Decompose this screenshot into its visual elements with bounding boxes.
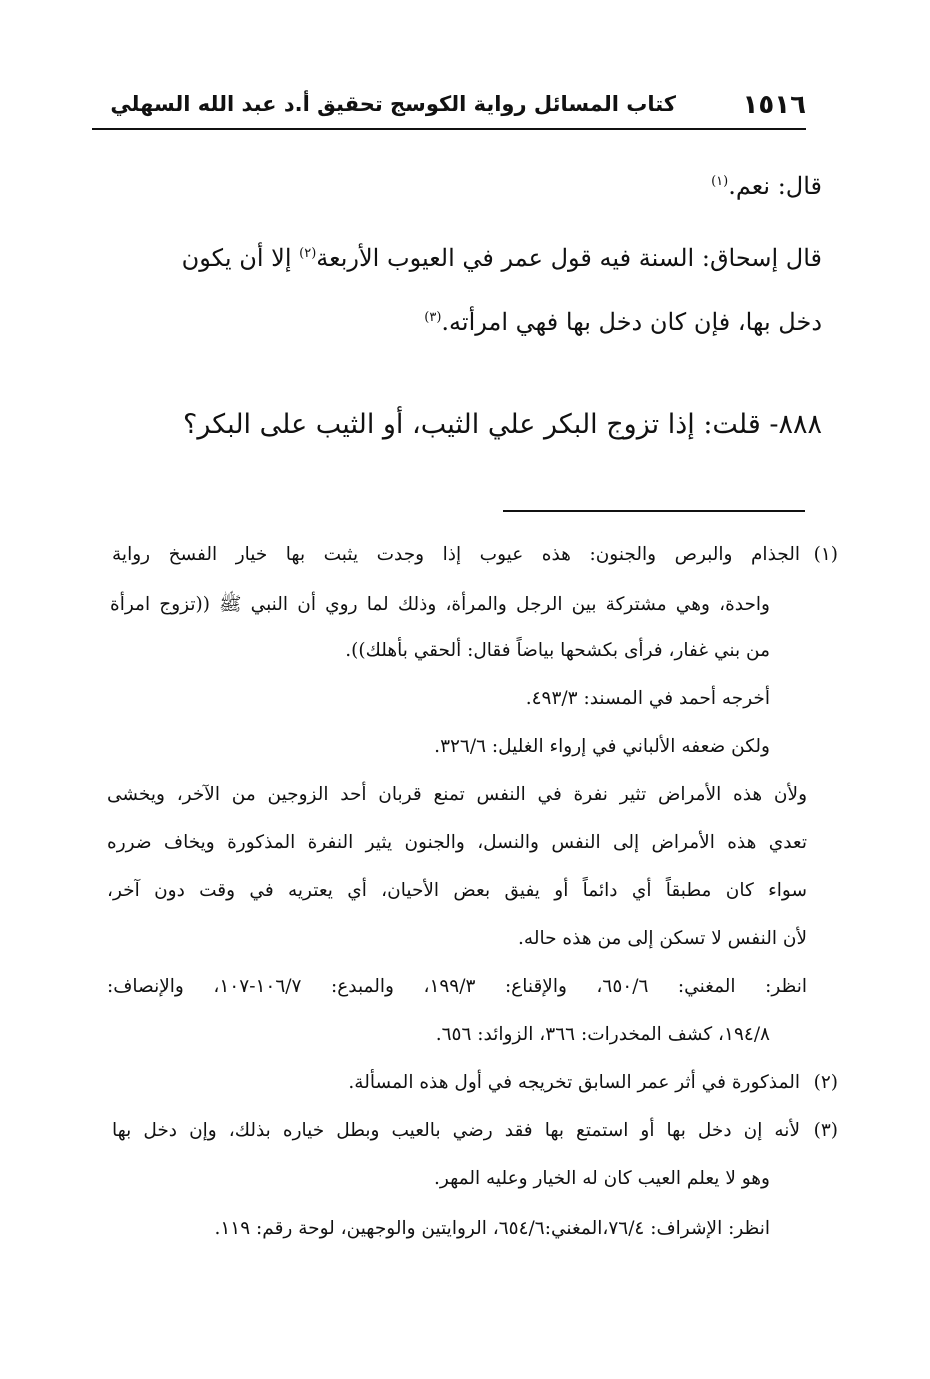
footnote-1-line-9: لأن النفس لا تسكن إلى من هذه حاله. [518, 928, 807, 949]
footnote-1-line-10: انظر: المغني: ٦٥٠/٦، والإقناع: ١٩٩/٣، والمبدع: ١٠٦/٧-١٠٧، والإنصاف: [107, 976, 807, 997]
footnote-2-number: (٢) [813, 1072, 838, 1093]
footnote-1-line-11: ١٩٤/٨، كشف المخدرات: ٣٦٦، الزوائد: ٦٥٦. [435, 1024, 770, 1045]
footnote-1-line-7: تعدي هذه الأمراض إلى النفس والنسل، والجنون يثير النفرة المذكورة ويخاف ضرره [107, 832, 807, 853]
page-header [92, 88, 806, 130]
footnote-1-line-8: سواء كان مطبقاً أي دائماً أو يفيق بعض الأحيان، أي يعتريه في وقت دون آخر، [107, 880, 807, 901]
main-line-3 [182, 302, 822, 342]
footnote-1-line-1: الجذام والبرص والجنون: هذه عيوب إذا وجدت يثبت بها خيار الفسخ رواية [112, 544, 800, 565]
footnote-3-line-3: انظر: الإشراف: ٧٦/٤،المغني:٦٥٤/٦، الروايتين والوجهين، لوحة رقم: ١١٩. [214, 1218, 770, 1239]
main-line-2-text: قال إسحاق: السنة فيه قول عمر في العيوب الأربعة [316, 244, 822, 272]
footnote-ref-2[interactable]: (٢) [299, 246, 317, 261]
footnote-3-line-1: لأنه إن دخل بها أو استمتع بها فقد رضي بالعيب وبطل خياره بذلك، وإن دخل بها [112, 1120, 800, 1141]
footnote-1-line-5: ولكن ضعفه الألباني في إرواء الغليل: ٣٢٦/٦. [434, 736, 770, 757]
footnote-2-line-1: المذكورة في أثر عمر السابق تخريجه في أول هذه المسألة. [348, 1072, 800, 1093]
page-number: ١٥١٦ [742, 90, 806, 120]
main-line-3-text: دخل بها، فإن كان دخل بها فهي امرأته. [441, 308, 822, 336]
footnote-1-line-3: من بني غفار، فرأى بكشحها بياضاً فقال: ألحقي بأهلك)). [345, 640, 770, 661]
footnote-1-line-4: أخرجه أحمد في المسند: ٤٩٣/٣. [525, 688, 770, 709]
footnote-ref-3[interactable]: (٣) [424, 310, 442, 325]
question-888: ٨٨٨- قلت: إذا تزوج البكر علي الثيب، أو الثيب على البكر؟ [183, 409, 822, 440]
footnote-1-line-6: ولأن هذه الأمراض تثير نفرة في النفس تمنع قربان أحد الزوجين من الآخر، ويخشى [107, 784, 807, 805]
footnote-3-line-2: وهو لا يعلم العيب كان له الخيار وعليه المهر. [434, 1168, 770, 1189]
footnote-ref-1[interactable]: (١) [711, 174, 729, 189]
main-line-2 [182, 238, 822, 278]
main-line-1-text: قال: نعم. [728, 172, 822, 200]
footnote-separator [503, 510, 805, 512]
main-line-1 [182, 166, 822, 206]
main-line-2-tail: إلا أن يكون [181, 244, 300, 272]
footnote-1-line-2: واحدة، وهي مشتركة بين الرجل والمرأة، وذلك لما روي أن النبي ﷺ ((تزوج امرأة [110, 594, 770, 615]
running-title: كتاب المسائل رواية الكوسج تحقيق أ.د عبد الله السهلي [110, 92, 676, 116]
footnote-3-number: (٣) [813, 1120, 838, 1141]
footnote-1-number: (١) [813, 544, 838, 565]
